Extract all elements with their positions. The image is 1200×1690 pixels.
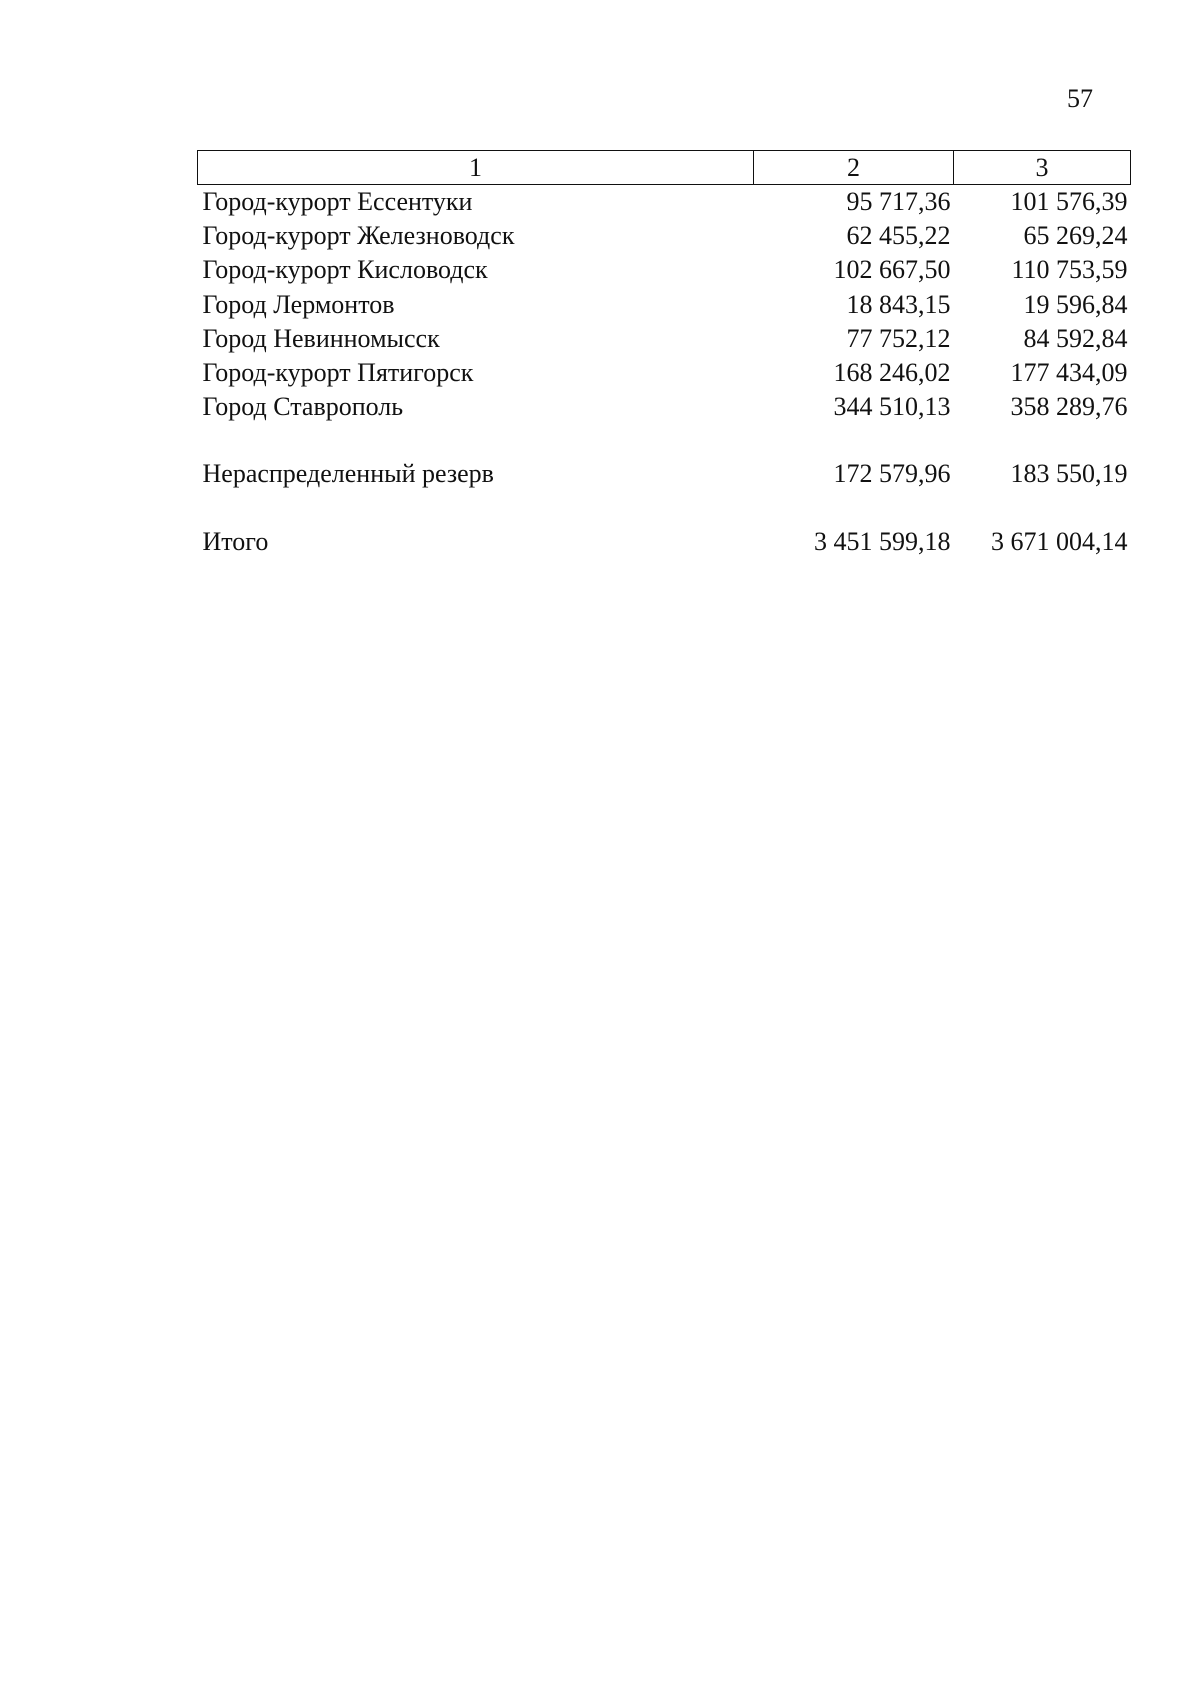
spacer-cell xyxy=(954,424,1131,457)
budget-table-container xyxy=(197,150,1130,559)
spacer-cell xyxy=(754,492,954,525)
table-row xyxy=(198,253,1131,287)
header-col-3: 3 xyxy=(954,151,1131,185)
total-value-col3: 3 671 004,14 xyxy=(991,526,1128,556)
row-value-col3: 65 269,24 xyxy=(1023,221,1128,251)
row-name: Город Лермонтов xyxy=(202,289,395,319)
row-value-col2: 344 510,13 xyxy=(833,392,951,422)
table-row xyxy=(198,390,1131,424)
header-col-2: 2 xyxy=(754,151,954,185)
table-body xyxy=(198,185,1131,559)
row-value-col2: 18 843,15 xyxy=(846,289,951,319)
row-name: Город-курорт Кисловодск xyxy=(202,255,488,285)
table-row xyxy=(198,219,1131,253)
spacer-cell xyxy=(954,492,1131,525)
row-value-col2: 62 455,22 xyxy=(846,221,951,251)
reserve-row xyxy=(198,457,1131,491)
table-row xyxy=(198,322,1131,356)
total-row xyxy=(198,525,1131,559)
row-name: Город-курорт Пятигорск xyxy=(202,358,474,388)
table-row xyxy=(198,356,1131,390)
header-row xyxy=(198,151,1131,185)
row-name: Город Невинномысск xyxy=(202,323,440,353)
row-value-col3: 358 289,76 xyxy=(1010,392,1128,422)
row-value-col3: 101 576,39 xyxy=(1010,187,1128,216)
table-row xyxy=(198,185,1131,220)
total-value-col2: 3 451 599,18 xyxy=(814,526,951,556)
row-value-col2: 102 667,50 xyxy=(833,255,951,285)
budget-table xyxy=(197,150,1131,559)
row-name: Город Ставрополь xyxy=(202,392,404,422)
row-name: Город-курорт Ессентуки xyxy=(202,187,473,216)
row-value-col3: 110 753,59 xyxy=(1011,255,1128,285)
row-value-col3: 19 596,84 xyxy=(1023,289,1128,319)
reserve-value-col3: 183 550,19 xyxy=(1010,459,1128,489)
total-name: Итого xyxy=(202,526,269,556)
reserve-name: Нераспределенный резерв xyxy=(202,459,494,489)
row-value-col2: 168 246,02 xyxy=(833,358,951,388)
table-header xyxy=(198,151,1131,185)
reserve-value-col2: 172 579,96 xyxy=(833,459,951,489)
row-value-col2: 95 717,36 xyxy=(846,187,951,216)
row-value-col3: 84 592,84 xyxy=(1023,323,1128,353)
row-name: Город-курорт Железноводск xyxy=(202,221,515,251)
spacer-cell xyxy=(198,424,754,457)
row-value-col2: 77 752,12 xyxy=(846,323,951,353)
spacer-row xyxy=(198,424,1131,457)
row-value-col3: 177 434,09 xyxy=(1010,358,1128,388)
spacer-row xyxy=(198,492,1131,525)
header-col-1: 1 xyxy=(198,151,754,185)
table-row xyxy=(198,288,1131,322)
spacer-cell xyxy=(754,424,954,457)
page-number: 57 xyxy=(1067,84,1093,113)
spacer-cell xyxy=(198,492,754,525)
